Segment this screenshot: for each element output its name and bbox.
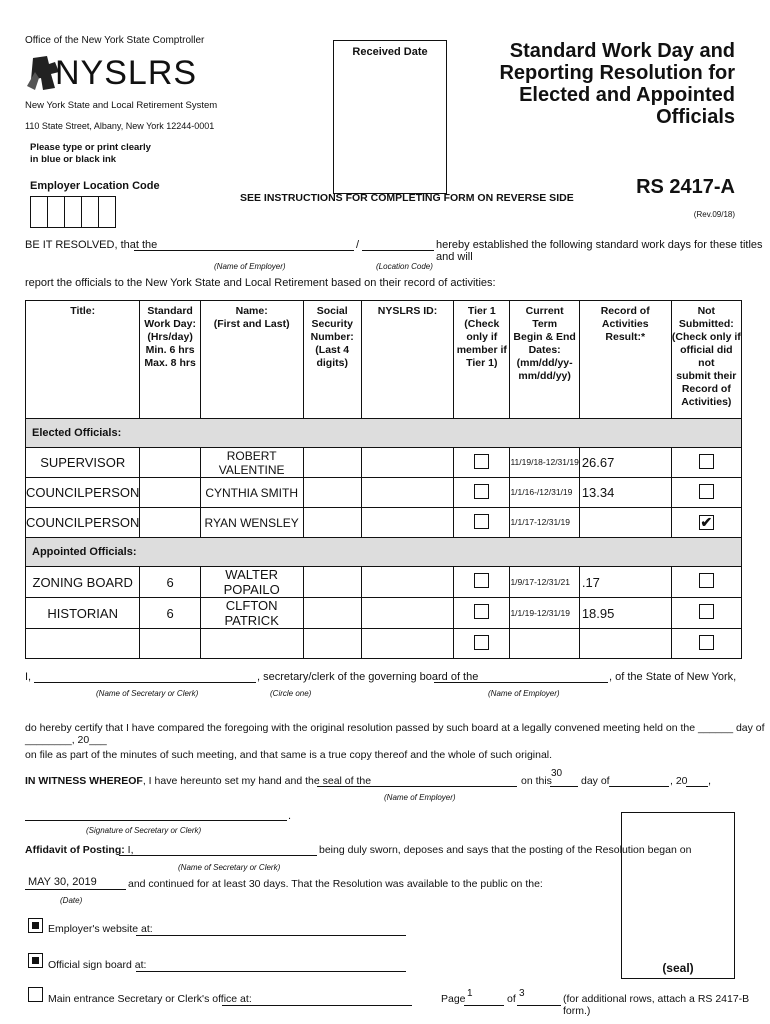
hours-cell[interactable]	[140, 629, 200, 659]
cert-i: I,	[25, 671, 32, 683]
state-text: , of the State of New York,	[609, 671, 737, 683]
name-cell[interactable]: CYNTHIA SMITH	[200, 478, 303, 508]
date-caption: (Date)	[60, 896, 83, 905]
page-number-value[interactable]: 1	[467, 988, 473, 999]
result-cell[interactable]: 18.95	[579, 598, 671, 629]
sign-board-label: Official sign board at:	[48, 959, 147, 971]
on-file-text: on file as part of the minutes of such meeting, and that same is a true copy thereof and the whole of such original.	[25, 749, 553, 761]
id-cell[interactable]	[361, 448, 453, 478]
tier1-cell[interactable]	[454, 478, 510, 508]
day-value[interactable]: 30	[551, 768, 563, 779]
not-submitted-checkbox[interactable]	[699, 484, 714, 499]
appointed-section-row	[26, 538, 742, 567]
not-submitted-checkbox[interactable]	[699, 454, 714, 469]
tier1-cell[interactable]	[454, 598, 510, 629]
signature-caption: (Signature of Secretary or Clerk)	[86, 826, 202, 835]
table-row	[26, 598, 742, 629]
instructions-note: SEE INSTRUCTIONS FOR COMPLETING FORM ON REVERSE SIDE	[240, 192, 574, 204]
governing-board-employer-field[interactable]	[434, 682, 608, 683]
not-submitted-cell[interactable]	[671, 598, 741, 629]
report-line: report the officials to the New York State and Local Retirement based on their record of activities:	[25, 277, 496, 289]
slash: /	[356, 239, 360, 251]
received-date-label: Received Date	[352, 46, 428, 58]
term-cell[interactable]: 11/19/18-12/31/19	[510, 448, 579, 478]
not-submitted-cell[interactable]	[671, 567, 741, 598]
secretary-clerk-text: , secretary/clerk of the governing board of the	[257, 671, 479, 683]
website-option	[28, 918, 43, 938]
col-header-not-submitted: Not Submitted: (Check only if official did not submit their Record of Activities)	[671, 301, 741, 419]
col-header-record: Record of Activities Result:*	[579, 301, 671, 419]
on-this-text: on this	[521, 775, 552, 787]
title-cell[interactable]: HISTORIAN	[26, 598, 140, 629]
col-header-title: Title:	[26, 301, 140, 419]
tier1-cell[interactable]	[454, 508, 510, 538]
signature-period: .	[288, 810, 292, 822]
day-of-text: day of	[581, 775, 610, 787]
website-label: Employer's website at:	[48, 923, 153, 935]
witness-rest: , I have hereunto set my hand and the seal of the	[142, 775, 372, 787]
location-code-digit[interactable]	[65, 196, 82, 228]
page-total-value[interactable]: 3	[519, 988, 525, 999]
term-cell[interactable]: 1/1/16-/12/31/19	[510, 478, 579, 508]
posting-date-value[interactable]: MAY 30, 2019	[28, 876, 97, 888]
name-secretary-caption: (Name of Secretary or Clerk)	[96, 689, 199, 698]
not-submitted-cell[interactable]	[671, 508, 741, 538]
location-code-digit[interactable]	[30, 196, 48, 228]
ssn-cell[interactable]	[303, 598, 361, 629]
not-submitted-cell[interactable]	[671, 478, 741, 508]
term-cell[interactable]: 1/1/19-12/31/19	[510, 598, 579, 629]
id-cell[interactable]	[361, 598, 453, 629]
sign-board-field[interactable]	[136, 971, 406, 972]
ssn-cell[interactable]	[303, 448, 361, 478]
name-employer-caption-2: (Name of Employer)	[384, 793, 456, 802]
col-header-nyslrs-id: NYSLRS ID:	[361, 301, 453, 419]
location-code-digit[interactable]	[48, 196, 65, 228]
print-note-2: in blue or black ink	[30, 154, 117, 165]
form-number: RS 2417-A	[636, 176, 735, 198]
result-cell[interactable]	[579, 508, 671, 538]
main-entrance-checkbox[interactable]	[28, 987, 43, 1002]
sign-board-option	[28, 953, 43, 973]
tier1-checkbox[interactable]	[474, 635, 489, 650]
hours-cell[interactable]	[140, 478, 200, 508]
hours-cell[interactable]	[140, 448, 200, 478]
page-total-field[interactable]	[517, 1005, 561, 1006]
id-cell[interactable]	[361, 508, 453, 538]
office-name: Office of the New York State Comptroller	[25, 35, 205, 46]
name-cell[interactable]: WALTER POPAILO	[200, 567, 303, 598]
title-cell[interactable]	[26, 629, 140, 659]
name-cell[interactable]: CLFTON PATRICK	[200, 598, 303, 629]
location-code-digit[interactable]	[99, 196, 116, 228]
ssn-cell[interactable]	[303, 567, 361, 598]
elected-officials-label: Elected Officials:	[26, 419, 742, 448]
appointed-officials-label: Appointed Officials:	[26, 538, 742, 567]
established-text: hereby established the following standard work days for these titles and will	[436, 239, 763, 263]
form-revision: (Rev.09/18)	[693, 210, 735, 219]
tier1-checkbox[interactable]	[474, 604, 489, 619]
ssn-cell[interactable]	[303, 508, 361, 538]
col-header-work-day: Standard Work Day: (Hrs/day) Min. 6 hrs Max. 8 hrs	[140, 301, 200, 419]
col-header-name: Name: (First and Last)	[200, 301, 303, 419]
day-field[interactable]	[550, 786, 578, 787]
year-comma: ,	[708, 775, 712, 787]
nyslrs-logo	[25, 52, 200, 94]
posting-date-field[interactable]	[25, 889, 126, 890]
seal-label: (seal)	[662, 961, 694, 975]
name-secretary-caption-2: (Name of Secretary or Clerk)	[178, 863, 281, 872]
table-row	[26, 629, 742, 659]
title-line-2: Reporting Resolution for	[499, 62, 735, 84]
tier1-checkbox[interactable]	[474, 514, 489, 529]
affidavit-rest: being duly sworn, deposes and says that the posting of the Resolution began on	[319, 844, 692, 856]
circle-one-caption: (Circle one)	[270, 689, 312, 698]
table-row	[26, 567, 742, 598]
name-cell[interactable]: ROBERT VALENTINE	[200, 448, 303, 478]
certify-text: do hereby certify that I have compared the foregoing with the original resolution passed by such board at a legally convened meeting held on the ______ day of ________, 20___	[25, 722, 765, 746]
logo-text: NYSLRS	[55, 54, 198, 92]
employer-location-code-boxes[interactable]	[30, 196, 116, 228]
sign-board-checkbox[interactable]	[28, 953, 43, 968]
seal-employer-field[interactable]	[317, 786, 517, 787]
year-prefix: , 20	[670, 775, 688, 787]
employer-name-field[interactable]	[134, 250, 354, 251]
main-entrance-option	[28, 987, 43, 1007]
secretary-name-field[interactable]	[34, 682, 256, 683]
name-cell[interactable]: RYAN WENSLEY	[200, 508, 303, 538]
month-field[interactable]	[609, 786, 669, 787]
table-header-row	[26, 301, 742, 419]
page-number-field[interactable]	[464, 1005, 504, 1006]
affidavit-name-field[interactable]	[119, 855, 317, 856]
officials-table	[25, 300, 742, 659]
result-cell[interactable]: 13.34	[579, 478, 671, 508]
table-row	[26, 448, 742, 478]
col-header-tier1: Tier 1 (Check only if member if Tier 1)	[454, 301, 510, 419]
tier1-cell[interactable]	[454, 629, 510, 659]
result-cell[interactable]	[579, 629, 671, 659]
be-it-resolved: BE IT RESOLVED, that the	[25, 239, 158, 251]
term-cell[interactable]: 1/1/17-12/31/19	[510, 508, 579, 538]
form-title	[435, 40, 735, 128]
hours-cell[interactable]: 6	[140, 567, 200, 598]
year-field[interactable]	[686, 786, 708, 787]
tier1-checkbox[interactable]	[474, 484, 489, 499]
location-code-caption: (Location Code)	[376, 262, 433, 271]
additional-rows-note: (for additional rows, attach a RS 2417-B form.)	[563, 993, 750, 1017]
table-row	[26, 478, 742, 508]
tier1-cell[interactable]	[454, 567, 510, 598]
result-cell[interactable]: 26.67	[579, 448, 671, 478]
not-submitted-checkbox[interactable]	[699, 573, 714, 588]
tier1-checkbox[interactable]	[474, 454, 489, 469]
employer-location-code-label: Employer Location Code	[30, 180, 160, 192]
name-cell[interactable]	[200, 629, 303, 659]
id-cell[interactable]	[361, 478, 453, 508]
location-code-field[interactable]	[362, 250, 434, 251]
table-row	[26, 508, 742, 538]
main-entrance-label: Main entrance Secretary or Clerk's office at:	[48, 993, 252, 1005]
website-field[interactable]	[136, 935, 406, 936]
of-label: of	[507, 993, 516, 1005]
system-address: 110 State Street, Albany, New York 12244-0001	[25, 121, 215, 131]
col-header-ssn: Social Security Number: (Last 4 digits)	[303, 301, 361, 419]
elected-section-row	[26, 419, 742, 448]
affidavit-i: I,	[127, 844, 134, 856]
ssn-cell[interactable]	[303, 629, 361, 659]
page-label: Page	[441, 993, 466, 1005]
not-submitted-cell[interactable]	[671, 629, 741, 659]
seal-box	[621, 812, 735, 979]
title-cell[interactable]: COUNCILPERSON	[26, 478, 140, 508]
term-cell[interactable]	[510, 629, 579, 659]
term-cell[interactable]: 1/9/17-12/31/21	[510, 567, 579, 598]
system-name: New York State and Local Retirement System	[25, 100, 218, 111]
not-submitted-cell[interactable]	[671, 448, 741, 478]
id-cell[interactable]	[361, 567, 453, 598]
location-code-digit[interactable]	[82, 196, 99, 228]
hours-cell[interactable]: 6	[140, 598, 200, 629]
hours-cell[interactable]	[140, 508, 200, 538]
result-cell[interactable]: .17	[579, 567, 671, 598]
witness-bold: IN WITNESS WHEREOF	[25, 775, 143, 787]
name-of-employer-caption: (Name of Employer)	[214, 262, 286, 271]
ssn-cell[interactable]	[303, 478, 361, 508]
received-date-box[interactable]	[333, 40, 447, 194]
main-entrance-field[interactable]	[222, 1005, 412, 1006]
not-submitted-checkbox-checked[interactable]: ✔	[700, 514, 713, 530]
title-line-1: Standard Work Day and	[509, 40, 735, 62]
title-cell[interactable]: COUNCILPERSON	[26, 508, 140, 538]
tier1-checkbox[interactable]	[474, 573, 489, 588]
id-cell[interactable]	[361, 629, 453, 659]
signature-field[interactable]	[25, 820, 287, 821]
affidavit-bold: Affidavit of Posting:	[25, 844, 125, 856]
title-line-3: Elected and Appointed Officials	[519, 84, 735, 128]
not-submitted-checkbox[interactable]	[699, 635, 714, 650]
print-note-1: Please type or print clearly	[30, 142, 151, 153]
website-checkbox[interactable]	[28, 918, 43, 933]
not-submitted-checkbox[interactable]	[699, 604, 714, 619]
affidavit-line	[25, 844, 134, 856]
title-cell[interactable]: SUPERVISOR	[26, 448, 140, 478]
title-cell[interactable]: ZONING BOARD	[26, 567, 140, 598]
col-header-term: Current Term Begin & End Dates: (mm/dd/yy- mm/dd/yy)	[510, 301, 579, 419]
tier1-cell[interactable]	[454, 448, 510, 478]
continued-text: and continued for at least 30 days. That the Resolution was available to the public on the:	[128, 878, 543, 890]
name-employer-caption: (Name of Employer)	[488, 689, 560, 698]
